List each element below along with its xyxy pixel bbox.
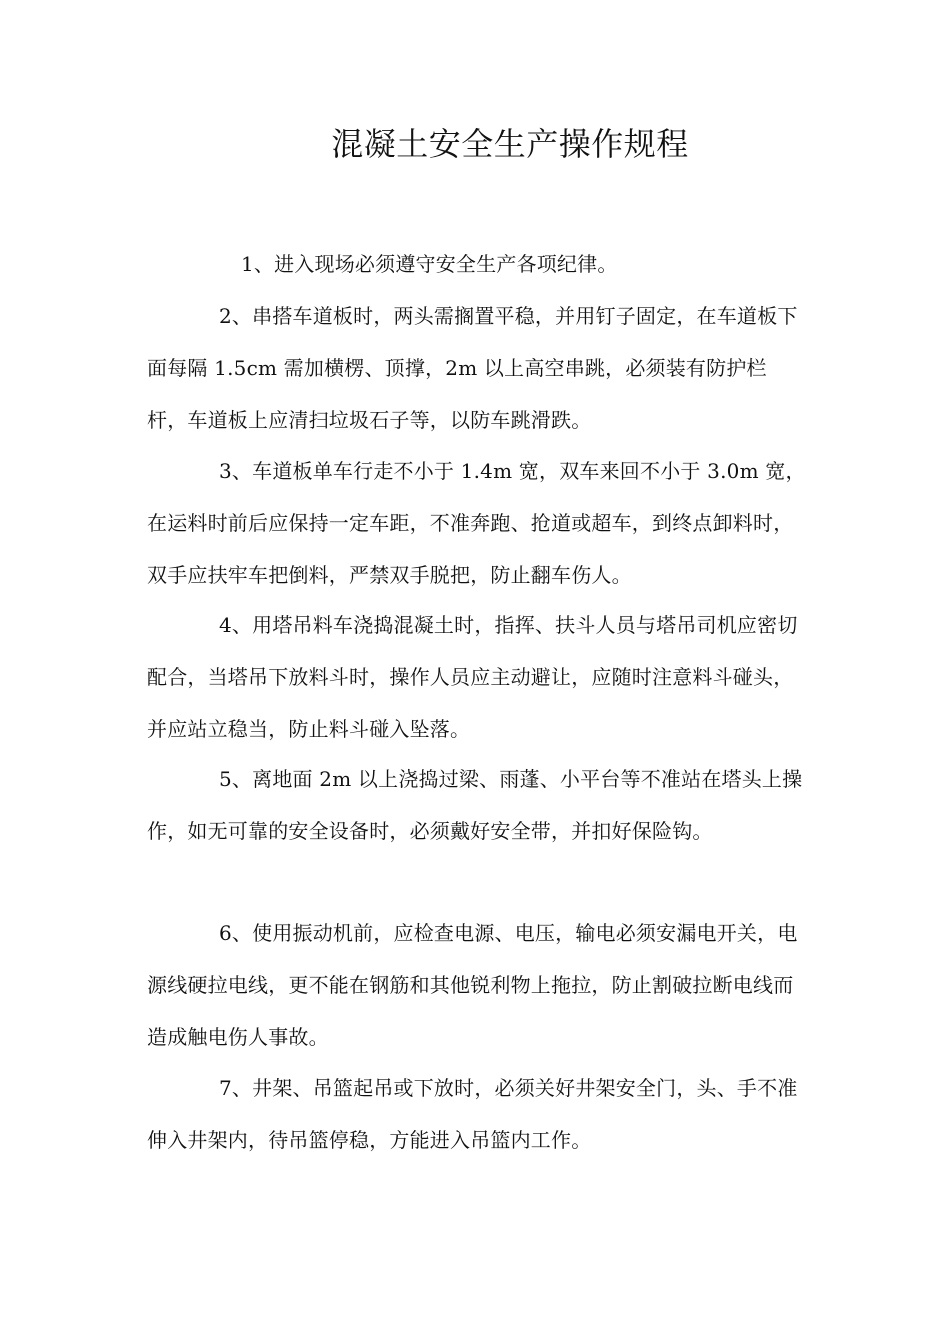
paragraph-rule-7: 7、井架、吊篮起吊或下放时，必须关好井架安全门，头、手不准伸入井架内，待吊篮停稳，方能进入吊篮内工作。 bbox=[147, 1076, 798, 1152]
paragraph-rule-2: 2、串搭车道板时，两头需搁置平稳，并用钉子固定，在车道板下面每隔 1.5cm 需加横楞、顶撑，2m 以上高空串跳，必须装有防护栏杆，车道板上应清扫垃圾石子等，以防车跳滑跌。 bbox=[147, 304, 798, 432]
paragraph-rule-1: 1、进入现场必须遵守安全生产各项纪律。 bbox=[241, 252, 618, 276]
paragraph-rule-3: 3、车道板单车行走不小于 1.4m 宽，双车来回不小于 3.0m 宽，在运料时前后应保持一定车距，不准奔跑、抢道或超车，到终点卸料时，双手应扶牢车把倒料，严禁双手脱把，防止翻车伤人。 bbox=[147, 459, 806, 587]
paragraph-rule-4: 4、用塔吊料车浇捣混凝土时，指挥、扶斗人员与塔吊司机应密切配合，当塔吊下放料斗时，操作人员应主动避让，应随时注意料斗碰头，并应站立稳当，防止料斗碰入坠落。 bbox=[147, 613, 798, 741]
document-title: 混凝土安全生产操作规程 bbox=[331, 125, 689, 163]
paragraph-rule-6: 6、使用振动机前，应检查电源、电压，输电必须安漏电开关，电源线硬拉电线，更不能在钢筋和其他锐利物上拖拉，防止割破拉断电线而造成触电伤人事故。 bbox=[147, 921, 798, 1049]
paragraph-rule-5: 5、离地面 2m 以上浇捣过梁、雨蓬、小平台等不准站在塔头上操作，如无可靠的安全设备时，必须戴好安全带，并扣好保险钩。 bbox=[147, 767, 803, 843]
